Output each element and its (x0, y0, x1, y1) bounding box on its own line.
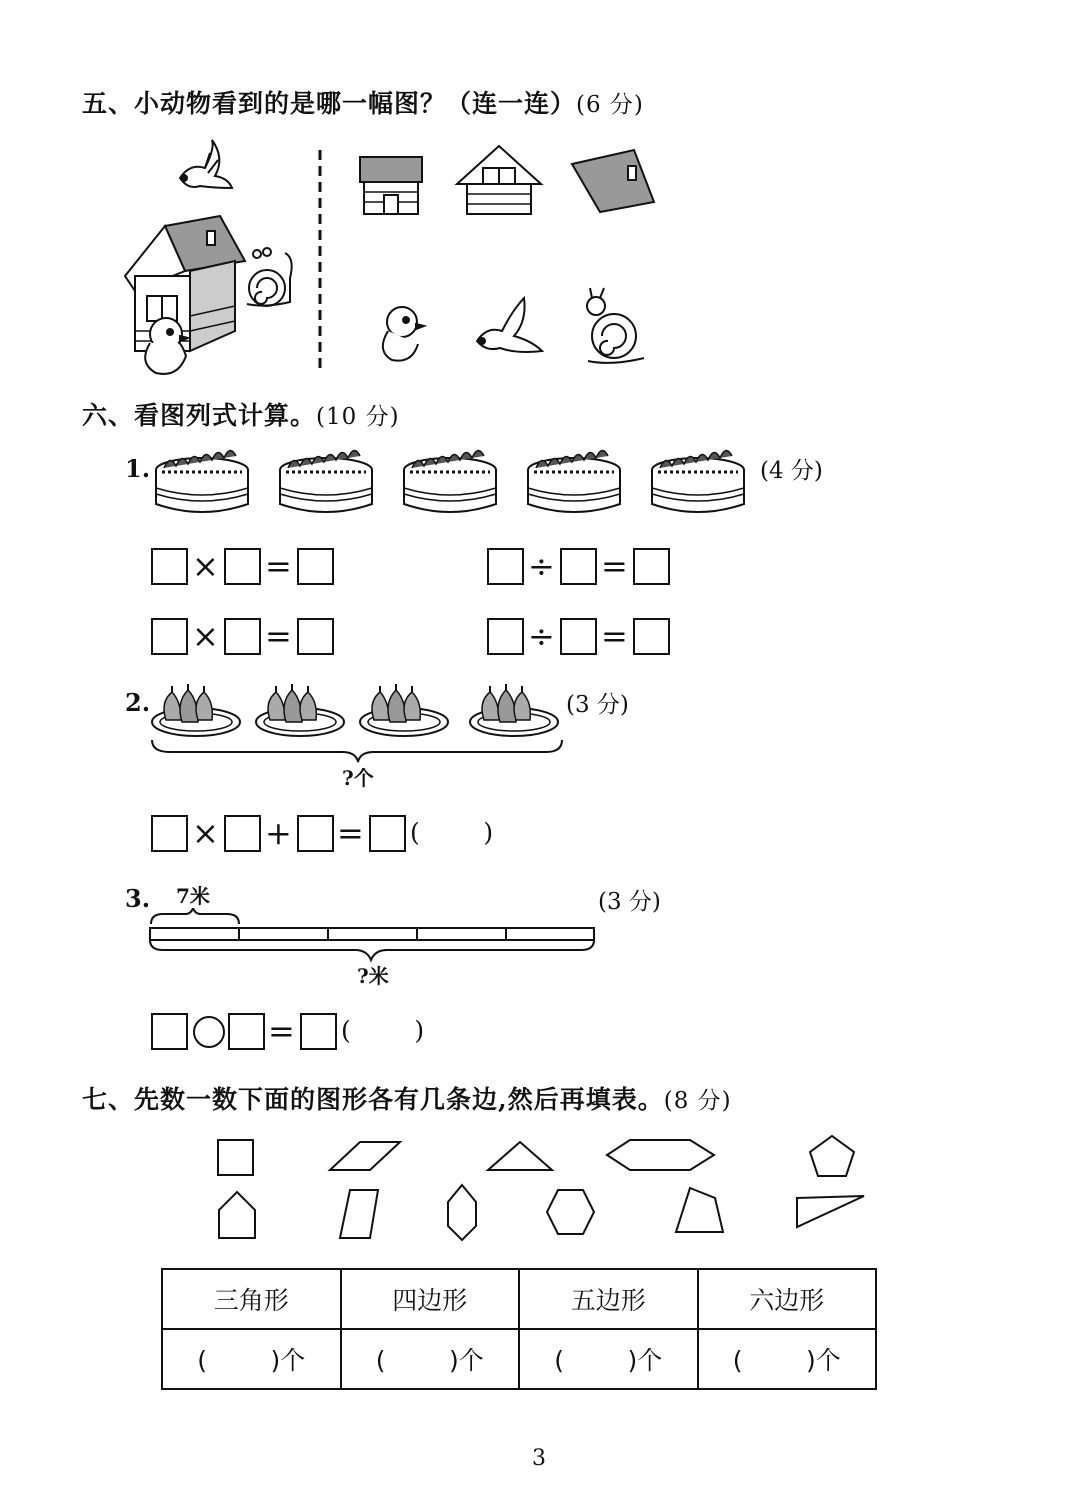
answer-box[interactable] (151, 1013, 188, 1050)
section5-title: 五、小动物看到的是哪一幅图？（连一连） (82, 89, 577, 118)
answer-box[interactable] (487, 618, 524, 655)
q2-number: 2. (125, 688, 151, 717)
bird-icon (477, 298, 542, 352)
table-header-cell: 四边形 (341, 1269, 520, 1329)
table-answer-cell[interactable]: ( )个 (519, 1329, 698, 1389)
plus-sign: + (265, 814, 292, 852)
answer-box[interactable] (633, 548, 670, 585)
section5-heading (82, 84, 644, 120)
table-answer-cell[interactable]: ( )个 (698, 1329, 877, 1389)
section6-title: 六、看图列式计算。 (82, 401, 317, 430)
q3-points: (3 分) (598, 889, 661, 915)
pentagon-shape (810, 1136, 854, 1176)
pear-plate-icon (152, 684, 240, 736)
hexagon-shape (607, 1140, 714, 1170)
pear-plate-icon (256, 684, 344, 736)
house-front-view (360, 157, 422, 214)
snail-icon (587, 288, 644, 363)
basket-icon (528, 450, 620, 512)
bird-icon (180, 140, 232, 188)
house-icon (125, 216, 245, 351)
answer-box[interactable] (369, 815, 406, 852)
shapes-figure (200, 1130, 880, 1245)
q2-brace-label: ?个 (342, 766, 374, 790)
answer-box[interactable] (300, 1013, 337, 1050)
q2-points: (3 分) (566, 692, 629, 718)
section7-points: (8 分) (663, 1088, 732, 1114)
animals-row (372, 286, 662, 372)
pentagon-shape (219, 1192, 255, 1238)
q1-number: 1. (125, 454, 151, 483)
section7-heading (82, 1080, 732, 1116)
views-row (352, 142, 672, 222)
answer-box[interactable] (224, 815, 261, 852)
unit-parenthesis[interactable]: ( ) (410, 818, 494, 847)
equals-sign: = (265, 617, 292, 655)
table-answer-row (162, 1329, 876, 1389)
answer-box[interactable] (151, 815, 188, 852)
equals-sign: = (268, 1012, 295, 1050)
answer-box[interactable] (151, 548, 188, 585)
shapes-table (161, 1268, 877, 1390)
table-header-row (162, 1269, 876, 1329)
section5-points: (6 分) (576, 92, 644, 118)
answer-box[interactable] (224, 618, 261, 655)
answer-box[interactable] (228, 1013, 265, 1050)
answer-box[interactable] (297, 548, 334, 585)
triangle-shape (797, 1196, 864, 1227)
answer-box[interactable] (297, 618, 334, 655)
q3-bottom-brace (150, 940, 594, 960)
section7-title: 七、先数一数下面的图形各有几条边,然后再填表。 (82, 1085, 664, 1114)
equals-sign: = (601, 617, 628, 655)
table-header-cell: 六边形 (698, 1269, 877, 1329)
table-answer-cell[interactable]: ( )个 (162, 1329, 341, 1389)
pear-plate-icon (360, 684, 448, 736)
answer-box[interactable] (560, 548, 597, 585)
q1-points: (4 分) (760, 458, 823, 484)
quadrilateral-shape (676, 1188, 723, 1232)
chick-icon (383, 307, 424, 361)
house-side-view (457, 146, 541, 214)
answer-box[interactable] (151, 618, 188, 655)
table-answer-cell[interactable]: ( )个 (341, 1329, 520, 1389)
quadrilateral-shape (340, 1190, 378, 1238)
q3-line-diagram (145, 908, 605, 964)
basket-icon (156, 450, 248, 512)
q2-brace (152, 740, 562, 762)
pear-plate-icon (470, 684, 558, 736)
basket-icon (652, 450, 744, 512)
times-sign: × (192, 617, 219, 655)
square-shape (218, 1140, 253, 1175)
times-sign: × (192, 547, 219, 585)
section6-heading (82, 396, 400, 432)
table-header-cell: 三角形 (162, 1269, 341, 1329)
q3-segment-label: 7米 (176, 884, 210, 908)
equals-sign: = (265, 547, 292, 585)
q3-number: 3. (125, 884, 151, 913)
q3-bar (150, 928, 594, 940)
basket-icon (280, 450, 372, 512)
house-top-view (572, 150, 654, 212)
triangle-shape (488, 1142, 552, 1170)
answer-box[interactable] (633, 618, 670, 655)
equals-sign: = (337, 814, 364, 852)
page-number: 3 (532, 1446, 546, 1471)
hexagon-shape (448, 1185, 476, 1240)
table-header-cell: 五边形 (519, 1269, 698, 1329)
q3-total-label: ?米 (357, 964, 389, 988)
answer-box[interactable] (560, 618, 597, 655)
answer-box[interactable] (487, 548, 524, 585)
section6-points: (10 分) (316, 404, 400, 430)
q3-top-brace (151, 908, 239, 924)
times-sign: × (192, 814, 219, 852)
parallelogram-shape (330, 1142, 400, 1170)
baskets-row (150, 448, 755, 520)
unit-parenthesis[interactable]: ( ) (341, 1016, 425, 1045)
divide-sign: ÷ (528, 617, 555, 655)
operator-circle[interactable] (193, 1016, 225, 1048)
dashed-divider (310, 150, 330, 375)
answer-box[interactable] (224, 548, 261, 585)
scene-illustration (120, 138, 305, 378)
snail-icon (247, 248, 292, 306)
equals-sign: = (601, 547, 628, 585)
divide-sign: ÷ (528, 547, 555, 585)
basket-icon (404, 450, 496, 512)
answer-box[interactable] (297, 815, 334, 852)
hexagon-shape (547, 1190, 594, 1234)
